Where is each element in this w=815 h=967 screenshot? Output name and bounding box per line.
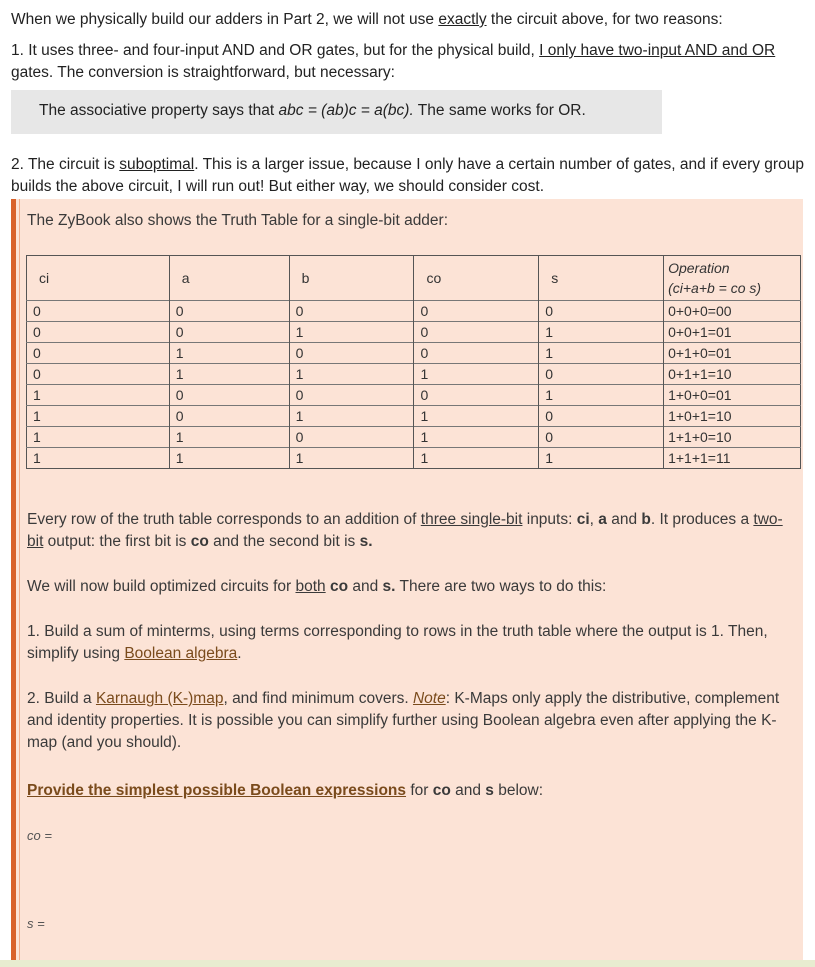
header-operation-title: Operation [668, 260, 730, 276]
table-cell: 1 [414, 427, 539, 448]
table-cell: 0 [27, 343, 170, 364]
para1-text-e: . It produces a [650, 511, 754, 528]
reason-1-tail: gates. The conversion is straightforward, but necessary: [11, 64, 395, 81]
table-row [27, 364, 801, 385]
intro-text-tail: the circuit above, for two reasons: [486, 11, 723, 28]
karnaugh-map-link[interactable]: Karnaugh (K-)map [95, 690, 224, 707]
table-cell: 0 [539, 427, 664, 448]
para5-tail: below: [493, 782, 544, 799]
var-a: a [598, 511, 607, 528]
note-link[interactable]: Note [412, 690, 446, 707]
panel-inner-rule [19, 199, 20, 967]
table-row [27, 385, 801, 406]
table-cell: 1 [289, 364, 414, 385]
table-row [27, 448, 801, 469]
table-cell: 1 [539, 343, 664, 364]
table-cell: 1 [539, 448, 664, 469]
table-cell: 0 [27, 301, 170, 322]
table-cell: 1 [414, 448, 539, 469]
simplest-expressions-link[interactable]: Provide the simplest possible Boolean expressions [27, 782, 407, 799]
reason-2 [11, 154, 806, 198]
table-cell: 0 [539, 364, 664, 385]
para5-s: s [485, 782, 494, 799]
table-cell: 0 [169, 301, 289, 322]
para4-tail: : K-Maps only apply the distributive, complement and identity properties. It is possible you can simplify further using Boolean algebra even after applying the K-map (and you should). [27, 690, 780, 751]
paragraph-rows [27, 509, 797, 553]
header-b: b [289, 256, 414, 301]
header-a: a [169, 256, 289, 301]
emphasis-exactly: exactly [438, 11, 487, 28]
table-cell: 0 [289, 385, 414, 406]
para3-text: 1. Build a sum of minterms, using terms corresponding to rows in the truth table where the output is 1. Then, simplify using [27, 623, 768, 662]
table-cell: 1 [539, 385, 664, 406]
intro-text: When we physically build our adders in Part 2, we will not use [11, 11, 439, 28]
var-ci: ci [576, 511, 590, 528]
operation-cell: 1+1+1=11 [664, 448, 801, 469]
para2-tail: There are two ways to do this: [395, 578, 607, 595]
para4-text: 2. Build a [27, 690, 96, 707]
table-cell: 1 [414, 364, 539, 385]
table-cell: 1 [414, 406, 539, 427]
operation-cell: 0+0+1=01 [664, 322, 801, 343]
table-cell: 1 [27, 406, 170, 427]
header-co: co [414, 256, 539, 301]
table-cell: 1 [27, 448, 170, 469]
para1-text-g: and the second bit is [208, 533, 360, 550]
emphasis-three-single-bit: three single-bit [420, 511, 523, 528]
para1-text: Every row of the truth table corresponds to an addition of [27, 511, 421, 528]
table-cell: 1 [169, 448, 289, 469]
table-cell: 1 [289, 322, 414, 343]
operation-cell: 1+0+0=01 [664, 385, 801, 406]
table-cell: 1 [27, 385, 170, 406]
reason-1 [11, 40, 806, 84]
header-s: s [539, 256, 664, 301]
boolean-algebra-link[interactable]: Boolean algebra [124, 645, 238, 662]
table-cell: 1 [289, 406, 414, 427]
s-answer-label[interactable]: s = [27, 916, 45, 931]
para5-and: and [450, 782, 486, 799]
table-cell: 1 [27, 427, 170, 448]
table-row [27, 301, 801, 322]
co-answer-label[interactable]: co = [27, 828, 52, 843]
var-co: co [190, 533, 209, 550]
operation-cell: 1+0+1=10 [664, 406, 801, 427]
truth-table-panel [11, 199, 803, 967]
table-row [27, 427, 801, 448]
operation-cell: 0+1+1=10 [664, 364, 801, 385]
para1-comma: , [589, 511, 599, 528]
table-cell: 1 [169, 427, 289, 448]
operation-cell: 0+0+0=00 [664, 301, 801, 322]
header-operation [664, 256, 801, 301]
para3-tail: . [237, 645, 242, 662]
para2-s: s. [382, 578, 396, 595]
table-cell: 0 [539, 301, 664, 322]
header-operation-formula: (ci+a+b = co s) [668, 280, 762, 296]
paragraph-instruction [27, 780, 797, 802]
para2-text: We will now build optimized circuits for [27, 578, 296, 595]
para1-text-f: output: the first bit is [43, 533, 191, 550]
table-cell: 1 [169, 364, 289, 385]
table-cell: 1 [539, 322, 664, 343]
table-cell: 0 [539, 406, 664, 427]
table-cell: 0 [27, 322, 170, 343]
table-cell: 0 [169, 322, 289, 343]
emphasis-both: both [295, 578, 326, 595]
table-cell: 0 [414, 343, 539, 364]
para4-text-b: , and find minimum covers. [223, 690, 413, 707]
table-cell: 1 [289, 448, 414, 469]
table-cell: 1 [169, 343, 289, 364]
table-cell: 0 [289, 343, 414, 364]
table-row [27, 343, 801, 364]
assoc-tail: The same works for OR. [413, 102, 586, 119]
truth-table-body [27, 301, 801, 469]
panel-heading: The ZyBook also shows the Truth Table for a single-bit adder: [27, 212, 449, 229]
operation-cell: 1+1+0=10 [664, 427, 801, 448]
table-cell: 0 [169, 385, 289, 406]
table-cell: 0 [289, 301, 414, 322]
paragraph-optimize [27, 576, 797, 598]
table-cell: 0 [414, 322, 539, 343]
truth-table [26, 255, 801, 469]
associative-callout [11, 90, 662, 134]
header-ci: ci [27, 256, 170, 301]
para1-text-b: inputs: [522, 511, 577, 528]
assoc-equation: abc = (ab)c = a(bc). [278, 102, 414, 119]
table-cell: 0 [414, 301, 539, 322]
paragraph-minterms [27, 621, 797, 665]
table-row [27, 322, 801, 343]
para1-and: and [606, 511, 642, 528]
table-row [27, 406, 801, 427]
para2-and: and [348, 578, 383, 595]
para5-for: for [406, 782, 433, 799]
table-cell: 0 [169, 406, 289, 427]
var-s: s. [359, 533, 373, 550]
emphasis-two-input: I only have two-input AND and OR [539, 42, 776, 59]
assoc-text: The associative property says that [39, 102, 279, 119]
para5-co: co [432, 782, 451, 799]
table-header-row [27, 256, 801, 301]
table-cell: 0 [289, 427, 414, 448]
emphasis-two-bit: two-bit [27, 511, 783, 550]
table-cell: 0 [414, 385, 539, 406]
reason-1-text: 1. It uses three- and four-input AND and OR gates, but for the physical build, [11, 42, 540, 59]
reason-2-text: 2. The circuit is [11, 156, 120, 173]
var-b: b [641, 511, 651, 528]
page-bottom-strip [0, 960, 815, 967]
para2-co: co [325, 578, 349, 595]
operation-cell: 0+1+0=01 [664, 343, 801, 364]
table-cell: 0 [27, 364, 170, 385]
emphasis-suboptimal: suboptimal [119, 156, 195, 173]
reason-2-tail: . This is a larger issue, because I only have a certain number of gates, and if every group builds the above circuit, I will run out! But either way, we should consider cost. [11, 156, 804, 195]
intro-line [11, 9, 806, 31]
paragraph-kmap [27, 688, 797, 754]
